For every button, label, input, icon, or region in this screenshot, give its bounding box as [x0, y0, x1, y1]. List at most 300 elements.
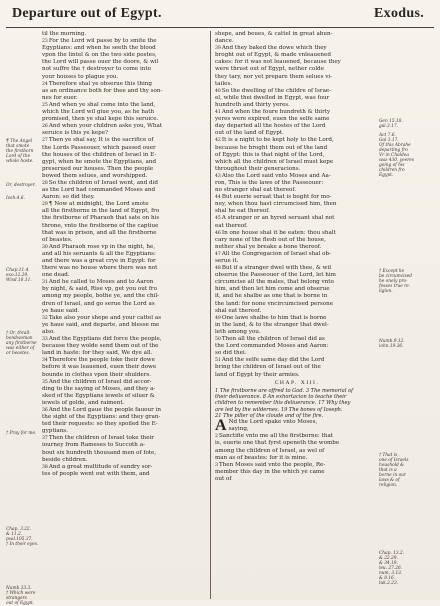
verse-text: broght out of Egypt, & made vnleauened	[215, 52, 331, 59]
text-line	[215, 265, 379, 272]
verse-text: which the Lord wil giue you, as he hath	[42, 109, 155, 116]
verse-text: out of	[215, 475, 232, 482]
text-line	[42, 230, 206, 237]
verse-text: as the Lord had commanded Moses and	[42, 187, 156, 194]
marginal-note-line: Gen 15.18.	[379, 119, 403, 124]
verse-number: 28	[42, 180, 48, 186]
text-line	[42, 421, 206, 428]
chapter-verses	[215, 419, 379, 483]
verse-text: el, while thei dwelled in Egypt, was four	[215, 94, 330, 101]
verse-text: And Pharaoh rose vp in the night, he,	[48, 243, 156, 250]
verse-text: Egyptians: and when he seeth the blood	[42, 45, 156, 52]
verse-text: And when ye shal come into the land,	[48, 101, 156, 108]
marginal-note-line: Chap.11.4.	[6, 268, 30, 273]
text-line	[215, 38, 379, 45]
verse-number: 39	[215, 46, 221, 52]
verse-text: hundreth and thirty yeres.	[215, 101, 290, 108]
text-line	[215, 293, 379, 300]
verse-text: gypt, when he smote the Egyptians, and	[42, 158, 157, 165]
marginal-note-line: † Pray for me.	[6, 431, 37, 436]
verse-text: land of Egypt by their armies.	[215, 371, 300, 378]
verse-text: In one house shal it be eaten: thou shalt	[221, 229, 336, 236]
text-line	[215, 116, 379, 123]
text-line	[42, 166, 206, 173]
verse-number: 49	[215, 315, 221, 321]
verse-text: And they baked the dowe which they	[221, 45, 327, 52]
text-line	[42, 350, 206, 357]
text-line	[215, 208, 379, 215]
text-line	[215, 74, 379, 81]
text-line	[215, 433, 379, 440]
verse-number: 51	[215, 358, 221, 364]
verse-text: saying,	[228, 426, 249, 433]
marginal-note-line: num. 3.13.	[379, 571, 403, 576]
verse-number: 32	[42, 315, 48, 321]
verse-text: throne, vnto the firstborne of the captiue	[42, 222, 159, 229]
verse-text: the Lords Passeouer, which passed ouer	[42, 144, 156, 151]
marginal-note	[6, 431, 42, 436]
text-line	[42, 116, 206, 123]
verse-text: not suffre the † destroyer to come into	[42, 66, 151, 73]
marginal-note-line: strangers	[6, 596, 27, 601]
verse-text: bounde in clothes vpon their shulders.	[42, 371, 152, 378]
verse-text: serue it.	[215, 258, 239, 264]
text-line	[215, 66, 379, 73]
marginal-note-line: leu. 27.26.	[379, 566, 403, 571]
marginal-note-line: laws & of	[379, 478, 400, 483]
verse-text: your houses to plague you.	[42, 73, 119, 80]
marginal-note-line: iohn.19.36.	[379, 344, 404, 349]
verse-number: 47	[215, 251, 221, 257]
marginal-note-line: & 34.19.	[379, 561, 398, 566]
verse-text: seruice is this ye kepe?	[42, 130, 109, 137]
text-line	[42, 223, 206, 230]
verse-text: and there was a great crye in Egypt: for	[42, 258, 156, 264]
marginal-note-line: whole hoste.	[6, 159, 34, 164]
marginal-note-line: houshold &	[379, 463, 404, 468]
text-line	[42, 215, 206, 222]
verse-text: One lawe shalbe to him that is borne	[221, 314, 327, 321]
text-line	[215, 123, 379, 130]
column-2-verses	[215, 31, 379, 379]
marginal-note-line: Chap. 3.22.	[6, 527, 32, 532]
verse-text: so did thei.	[215, 350, 247, 357]
text-line	[42, 123, 206, 130]
text-line	[42, 52, 206, 59]
text-line	[42, 400, 206, 407]
text-line	[42, 102, 206, 109]
text-line	[215, 364, 379, 371]
text-line	[215, 173, 379, 180]
verse-text: as an ordinance both for thee and thy son-	[42, 87, 163, 94]
left-margin-notes	[6, 31, 42, 606]
text-line	[42, 258, 206, 265]
verse-text: him, and then let him come and obserue	[215, 286, 330, 293]
text-line	[215, 59, 379, 66]
marginal-note	[379, 269, 415, 294]
text-line	[215, 315, 379, 322]
text-line	[42, 237, 206, 244]
text-line	[42, 152, 206, 159]
marginal-note	[6, 527, 42, 547]
marginal-note-line: going of his	[379, 163, 405, 168]
marginal-note	[6, 139, 42, 164]
page-body	[6, 31, 434, 606]
verse-number: 50	[215, 337, 221, 343]
text-line	[215, 88, 379, 95]
verse-text: nes for euer.	[42, 94, 78, 101]
verse-text: Then Moses said vnto the people, Re-	[218, 461, 326, 468]
verse-text: of beastes.	[42, 236, 73, 243]
verse-text: obserue the Passeouer of the Lord, let him	[215, 272, 336, 279]
verse-text: before it was leauened, euen their dowe	[42, 364, 157, 371]
verse-text: ron, This is the lawe of the Passeouer:	[215, 179, 324, 186]
text-line	[42, 329, 206, 336]
verse-text: dance.	[215, 38, 234, 45]
text-line	[215, 329, 379, 336]
verse-text: ney, when thou hast circumcised him, then	[215, 201, 337, 208]
verse-text: bout six hundreth thousand men of fote,	[42, 449, 157, 456]
text-line	[42, 109, 206, 116]
verse-text: ye haue said, and departe, and blesse me	[42, 321, 160, 328]
verse-number: 38	[42, 464, 48, 470]
text-line	[215, 343, 379, 350]
verse-text: circumcise all the males, that belong vnto	[215, 279, 334, 286]
verse-text: the Lord commanded Moses and Aaron:	[215, 343, 329, 350]
verse-text: land in haste: for they said, We dye all.	[42, 350, 153, 357]
verse-number: 41	[215, 110, 221, 116]
text-line	[42, 286, 206, 293]
verse-text: shal eat thereof.	[215, 307, 262, 314]
marginal-note-line: he onely pro-	[379, 279, 408, 284]
verse-text: And the selfe same day did the Lord	[221, 357, 325, 364]
verse-text: dren of Israel, and go serue the Lord as	[42, 300, 155, 307]
verse-text: til the morning.	[42, 31, 87, 37]
verse-text: of Egypt: this is that night of the Lord,	[215, 151, 325, 158]
verse-text: promised, then ye shal kepe this seruice.	[42, 116, 159, 123]
verse-number: 27	[42, 138, 48, 144]
marginal-note-line: † In their eyes.	[6, 542, 39, 547]
verse-text: bring the children of Israel out of the	[215, 364, 321, 371]
text-line	[215, 286, 379, 293]
text-line	[42, 457, 206, 464]
verse-text: Aaron: so did they.	[42, 194, 95, 201]
verse-text: But euerie seruat that is boght for mo-	[221, 194, 332, 201]
verse-text: And when the foure hundreth & thirty	[221, 109, 331, 116]
verse-number: 42	[215, 138, 221, 144]
verse-number: 25	[42, 102, 48, 108]
verse-text: So the children of Israel went, and did	[48, 179, 158, 186]
marginal-note-line: Gal 3.17.	[379, 138, 399, 143]
verse-number: 45	[215, 216, 221, 222]
header-book: Exodus.	[374, 6, 424, 21]
marginal-note	[379, 551, 415, 586]
verse-text: there was no house where there was not	[42, 265, 158, 272]
verse-text: member this day in the which ye came	[215, 468, 325, 475]
verse-text: shal he eat thereof.	[215, 208, 270, 215]
verse-text: they tary, nor yet prepare them selues vi-	[215, 73, 333, 80]
marginal-note	[379, 453, 415, 488]
text-line	[215, 350, 379, 357]
marginal-note-line: gal.3.17.	[379, 124, 398, 129]
marginal-note-line: Chap. 13.2.	[379, 551, 405, 556]
marginal-note	[6, 331, 42, 356]
verse-text: And he called to Moses and to Aaron	[48, 279, 154, 286]
verse-number: 29	[42, 202, 48, 208]
marginal-note-line: Egypt.	[379, 173, 394, 178]
text-line	[215, 187, 379, 194]
verse-number: 44	[215, 195, 221, 201]
verse-text: shepe, and beues, & cattel in great abun-	[215, 31, 333, 37]
verse-text: iourney from Rameses to Succoth a-	[42, 442, 145, 449]
verse-text: And a great multitude of sundry sor-	[48, 463, 153, 470]
text-line	[42, 272, 206, 279]
verse-text: It is a night to be kept holy to the Lord,	[221, 137, 334, 144]
text-line	[215, 223, 379, 230]
verse-number: 37	[42, 436, 48, 442]
verse-text: A stranger or an hyred seruant shal not	[221, 215, 335, 222]
verse-text: Then ye shal say, It is the sacrifice of	[48, 137, 154, 144]
text-line	[42, 279, 206, 286]
text-line	[42, 372, 206, 379]
marginal-note-line: exo.12.29.	[6, 273, 29, 278]
text-line	[215, 152, 379, 159]
marginal-note-line: ¶ The Angel	[6, 139, 33, 144]
argument-line: are led by the wildernes. 19 The bones of Ioseph.	[215, 406, 343, 413]
text-line	[215, 476, 379, 483]
running-header	[6, 6, 434, 26]
verse-text: ted their requests: so they spoiled the E-	[42, 421, 158, 428]
marginal-note-line: be circumcised	[379, 274, 413, 279]
verse-number: 33	[42, 337, 48, 343]
text-line	[215, 322, 379, 329]
verse-text: which all the children of Israel must kepe	[215, 158, 334, 165]
verse-text: Nd the Lord spake vnto Moses,	[228, 419, 318, 426]
verse-number: 2	[215, 434, 218, 440]
verse-text: And the children of Israel did accor-	[48, 378, 152, 385]
verse-text: sked of the Egyptians iewels of siluer &	[42, 392, 155, 399]
verse-text: among my people, bothe ye, and the chil-	[42, 293, 160, 300]
text-line	[42, 464, 206, 471]
text-line	[215, 201, 379, 208]
chapter-argument	[215, 388, 379, 419]
marginal-note-line: that is a	[379, 468, 397, 473]
verse-text: All the Congregacion of Israel shal ob-	[221, 250, 331, 257]
marginal-note-line: fesses true re-	[379, 284, 411, 289]
marginal-note	[379, 339, 415, 349]
text-line	[42, 301, 206, 308]
text-line	[42, 95, 206, 102]
right-margin-notes	[379, 31, 415, 599]
text-line	[215, 95, 379, 102]
text-line	[215, 52, 379, 59]
verse-text: it, and he shalbe as one that is borne in	[215, 293, 328, 300]
text-line	[215, 109, 379, 116]
text-line	[215, 336, 379, 343]
verse-text: Also the Lord said vnto Moses and Aa-	[221, 172, 331, 179]
verse-text: were thrust out of Egypt, nether colde	[215, 66, 325, 73]
text-line	[42, 31, 206, 38]
verse-text: among the children of Israel, as wel of	[215, 447, 325, 454]
verse-text: bowed them selues, and worshipped.	[42, 172, 148, 179]
text-line	[215, 448, 379, 455]
verse-text: day departed all the hostes of the Lord	[215, 123, 326, 130]
text-line	[42, 435, 206, 442]
verse-text: in the land, & to the stranger that dwel-	[215, 321, 329, 328]
marginal-note	[6, 268, 42, 283]
verse-number: 23	[42, 39, 48, 45]
marginal-note-line: the firstborn	[6, 149, 34, 154]
text-line	[215, 130, 379, 137]
text-line	[215, 81, 379, 88]
text-line	[42, 201, 206, 208]
marginal-note-line: Iosh.4.6.	[6, 196, 25, 201]
argument-line: 21 The piller of the cloude and of the fire.	[215, 412, 324, 419]
verse-text: ¶ Now at midnight, the Lord smote	[48, 201, 149, 208]
text-line	[42, 251, 206, 258]
verse-number: 35	[42, 379, 48, 385]
text-line	[42, 173, 206, 180]
verse-number: 24	[42, 81, 48, 87]
text-line	[42, 414, 206, 421]
verse-number: 46	[215, 230, 221, 236]
verse-text: Then all the children of Israel did as	[221, 336, 325, 343]
marginal-note-line: Numb 33.3.	[6, 586, 32, 591]
text-line	[215, 159, 379, 166]
marginal-note-line: & 22.29.	[379, 556, 398, 561]
verse-text: tes of people went out with them, and	[42, 470, 150, 477]
verse-text: nether shal ye breake a bone thereof.	[215, 243, 322, 250]
verse-text: because they wolde send them out of the	[42, 343, 159, 350]
marginal-note	[6, 196, 42, 201]
text-line	[215, 180, 379, 187]
text-line	[42, 379, 206, 386]
marginal-note-line: luk.2.23.	[379, 581, 399, 586]
verse-number: 36	[42, 407, 48, 413]
marginal-note	[379, 133, 415, 178]
verse-number: 40	[215, 88, 221, 94]
text-line	[42, 343, 206, 350]
marginal-note-line: & 8.16.	[379, 576, 396, 581]
marginal-note-line: children fro	[379, 168, 405, 173]
text-line	[215, 31, 379, 38]
verse-text: out of the land of Egypt.	[215, 130, 284, 137]
marginal-note-line: Numb.9.12.	[379, 339, 405, 344]
text-line	[215, 194, 379, 201]
marginal-note-line: was either of	[6, 346, 35, 351]
verse-text: by night, & said, Rise vp, get you out fro	[42, 286, 157, 293]
marginal-note-line: & 11.2.	[6, 532, 23, 537]
text-column-1	[42, 31, 210, 599]
text-line	[42, 450, 206, 457]
verse-text: beside children.	[42, 456, 88, 463]
verse-text: Sanctifie vnto me all the firstborne: that	[218, 433, 334, 440]
text-line	[42, 130, 206, 137]
verse-text: is, euerie one that fyrst openeth the wombe	[215, 440, 340, 447]
text-line	[42, 45, 206, 52]
text-line	[42, 293, 206, 300]
argument-line: children to remember this deliuerance. 17 Why they	[215, 400, 351, 407]
marginal-note-line: borne in our	[379, 473, 406, 478]
verse-text: For the Lord wil passe by to smite the	[48, 38, 157, 45]
verse-text: And when your children aske you, What	[48, 123, 163, 130]
header-rule	[6, 27, 434, 28]
text-line	[215, 258, 379, 265]
verse-text: cakes: for it was not leauened, because they	[215, 59, 341, 66]
verse-number: 43	[215, 173, 221, 179]
verse-text: tailes.	[215, 80, 233, 87]
verse-text: cary none of the flesh out of the house,	[215, 236, 326, 243]
verse-text: yeres were expired, euen the selfe same	[215, 116, 330, 123]
marginal-note-line: one of Israels	[379, 458, 409, 463]
header-title: Departure out of Egypt.	[12, 6, 162, 21]
text-line	[215, 372, 379, 379]
verse-text: also.	[42, 328, 56, 335]
drop-capital: A	[215, 417, 227, 435]
verse-text: And the Lord gaue the people fauour in	[48, 406, 161, 413]
text-line	[42, 393, 206, 400]
text-line	[42, 38, 206, 45]
verse-number: 26	[42, 124, 48, 130]
text-line	[215, 279, 379, 286]
marginal-note-line: † Or, thrall-	[6, 331, 31, 336]
marginal-note-line: was 430. yeeres	[379, 158, 415, 163]
marginal-note-line: or beastes.	[6, 351, 30, 356]
text-line	[42, 59, 206, 66]
text-line	[42, 145, 206, 152]
marginal-note-line: Act 7.6.	[379, 133, 396, 138]
verse-text: and all his seruants & all the Egyptians:	[42, 250, 156, 257]
text-line	[42, 81, 206, 88]
verse-text: the houses of the children of Israel in E-	[42, 151, 157, 158]
text-line	[42, 88, 206, 95]
marginal-note-line: bondwoman	[6, 336, 33, 341]
verse-text: gyptians.	[42, 428, 68, 435]
verse-text: the land: for none vncircumcised persone	[215, 300, 334, 307]
marginal-note-line: ligion.	[379, 289, 393, 294]
verse-text: iewels of golde, and raiment.	[42, 399, 125, 406]
marginal-note-line: Of this Abrahe	[379, 143, 411, 148]
text-line	[42, 308, 206, 315]
text-line	[215, 215, 379, 222]
verse-number: 30	[42, 244, 48, 250]
text-line	[42, 265, 206, 272]
marginal-note	[6, 183, 42, 188]
argument-line: their deliuerance. 8 An exhortacion to teache their	[215, 393, 347, 400]
verse-number: 31	[42, 280, 48, 286]
text-line	[42, 471, 206, 478]
verse-number: 34	[42, 358, 48, 364]
text-line	[215, 45, 379, 52]
verse-text: the sight of the Egyptians: and they gran-	[42, 414, 161, 421]
verse-text: because he broght them out of the land	[215, 144, 328, 151]
verse-text: ye haue said.	[42, 307, 80, 314]
verse-text: eat thereof.	[215, 222, 248, 229]
text-line	[215, 426, 379, 433]
text-line	[215, 462, 379, 469]
verse-text: Therefore the people toke their dowe	[48, 357, 155, 364]
marginal-note-line: † That is,	[379, 453, 399, 458]
text-line	[42, 407, 206, 414]
text-line	[215, 308, 379, 315]
marginal-note-line: † Except he	[379, 269, 405, 274]
verse-text: Therefore shal ye obserue this thing	[48, 80, 152, 87]
verse-text: throughout their generacions.	[215, 165, 301, 172]
text-line	[42, 66, 206, 73]
text-line	[215, 102, 379, 109]
text-line	[215, 357, 379, 364]
text-line	[215, 469, 379, 476]
